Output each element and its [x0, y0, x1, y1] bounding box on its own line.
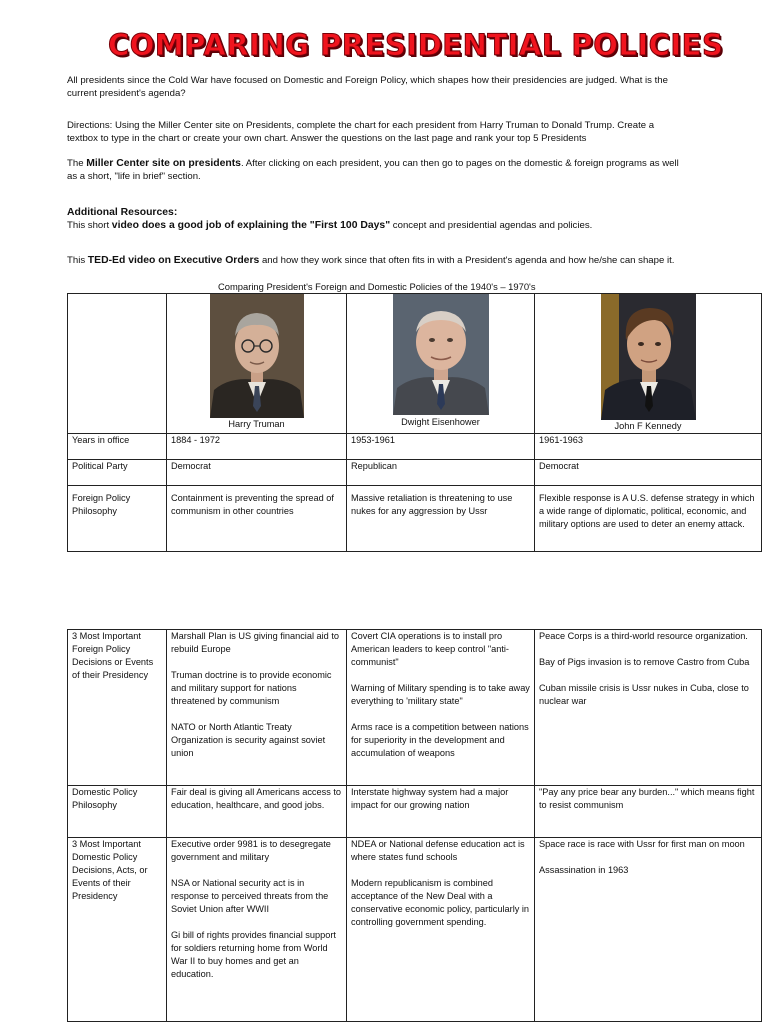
- years-row: [68, 434, 762, 460]
- page-title: COMPARING PRESIDENTIAL POLICIES: [108, 28, 724, 62]
- row-label: 3 Most Important Domestic Policy Decisions, Acts, or Events of their Presidency: [68, 838, 167, 1022]
- ted-paragraph: [67, 254, 687, 267]
- cell: Democrat: [535, 460, 762, 486]
- corner-cell: [68, 294, 167, 434]
- cell: 1953-1961: [347, 434, 535, 460]
- photo-row: [68, 294, 762, 434]
- miller-paragraph: [67, 157, 687, 183]
- domestic-philosophy-row: [68, 786, 762, 838]
- cell: NDEA or National defense education act is where states fund schools Modern republicanism is combined acceptance of the New Deal with a conservative economic policy, particularly in controlling government spending.: [347, 838, 535, 1022]
- cell: 1884 - 1972: [167, 434, 347, 460]
- cell: Massive retaliation is threatening to use nukes for any aggression by Ussr: [347, 486, 535, 552]
- party-row: [68, 460, 762, 486]
- additional-post: concept and presidential agendas and policies.: [390, 220, 593, 231]
- cell: Space race is race with Ussr for first man on moon Assassination in 1963: [535, 838, 762, 1022]
- first-100-days-video-link[interactable]: video does a good job of explaining the "First 100 Days": [111, 220, 391, 231]
- table-caption: Comparing President's Foreign and Domestic Policies of the 1940's – 1970's: [218, 281, 536, 292]
- kennedy-cell: [535, 294, 762, 434]
- row-label: Years in office: [68, 434, 167, 460]
- truman-name: Harry Truman: [228, 419, 285, 429]
- eisenhower-cell: [347, 294, 535, 434]
- kennedy-name: John F Kennedy: [614, 421, 682, 431]
- foreign-philosophy-row: [68, 486, 762, 552]
- cell: "Pay any price bear any burden..." which means fight to resist communism: [535, 786, 762, 838]
- domestic-decisions-row: [68, 838, 762, 1022]
- cell: Interstate highway system had a major impact for our growing nation: [347, 786, 535, 838]
- miller-post: . After clicking on each president, you can then go to pages on the domestic & foreign programs as well as a short, "life in brief" section.: [67, 158, 679, 182]
- eisenhower-name: Dwight Eisenhower: [401, 417, 480, 427]
- cell: Peace Corps is a third-world resource organization. Bay of Pigs invasion is to remove Castro from Cuba Cuban missile crisis is Ussr nukes in Cuba, close to nuclear war: [535, 630, 762, 786]
- additional-resources: [67, 206, 687, 232]
- row-label: Domestic Policy Philosophy: [68, 786, 167, 838]
- ted-ed-video-link[interactable]: TED-Ed video on Executive Orders: [87, 255, 260, 266]
- directions-text: Directions: Using the Miller Center site on Presidents, complete the chart for each president from Harry Truman to Donald Trump. Create a textbox to type in the chart or create your own chart. Answer the questions on the last page and rank your top 5 Presidents: [67, 120, 655, 144]
- additional-pre: This short: [67, 220, 112, 231]
- ted-post: and how they work since that often fits in with a President's agenda and how he/she can shape it.: [259, 255, 675, 266]
- row-label: Political Party: [68, 460, 167, 486]
- cell: 1961-1963: [535, 434, 762, 460]
- ted-pre: This: [67, 255, 88, 266]
- truman-portrait: [210, 294, 304, 418]
- cell: Fair deal is giving all Americans access to education, healthcare, and good jobs.: [167, 786, 347, 838]
- row-label: Foreign Policy Philosophy: [68, 486, 167, 552]
- cell: Executive order 9981 is to desegregate government and military NSA or National security act is in response to perceived threats from the Soviet Union after WWII Gi bill of rights provides financial support for soldiers returning home from World War II to buy homes and get an education.: [167, 838, 347, 1022]
- presidents-table-bottom: [67, 629, 762, 1022]
- miller-pre: The: [67, 158, 87, 169]
- eisenhower-portrait: [393, 294, 489, 415]
- cell: Democrat: [167, 460, 347, 486]
- additional-resources-heading: Additional Resources:: [67, 207, 178, 218]
- row-label: 3 Most Important Foreign Policy Decisions or Events of their Presidency: [68, 630, 167, 786]
- cell: Marshall Plan is US giving financial aid to rebuild Europe Truman doctrine is to provide economic and military support for nations threatened by communism NATO or North Atlantic Treaty Organization is security against soviet union: [167, 630, 347, 786]
- miller-center-link[interactable]: Miller Center site on presidents: [86, 158, 241, 169]
- intro-text: All presidents since the Cold War have focused on Domestic and Foreign Policy, which shapes how their presidencies are judged. What is the current president's agenda?: [67, 75, 668, 99]
- cell: Republican: [347, 460, 535, 486]
- cell: Flexible response is A U.S. defense strategy in which a wide range of diplomatic, political, economic, and military options are used to deter an enemy attack.: [535, 486, 762, 552]
- kennedy-portrait: [601, 294, 696, 420]
- presidents-table-top: [67, 293, 762, 552]
- truman-cell: [167, 294, 347, 434]
- cell: Containment is preventing the spread of communism in other countries: [167, 486, 347, 552]
- foreign-decisions-row: [68, 630, 762, 786]
- cell: Covert CIA operations is to install pro American leaders to keep control "anti-communist" Warning of Military spending is to take away everything to 'military state" Arms race is a competition between nations for superiority in the development and accumulation of weapons: [347, 630, 535, 786]
